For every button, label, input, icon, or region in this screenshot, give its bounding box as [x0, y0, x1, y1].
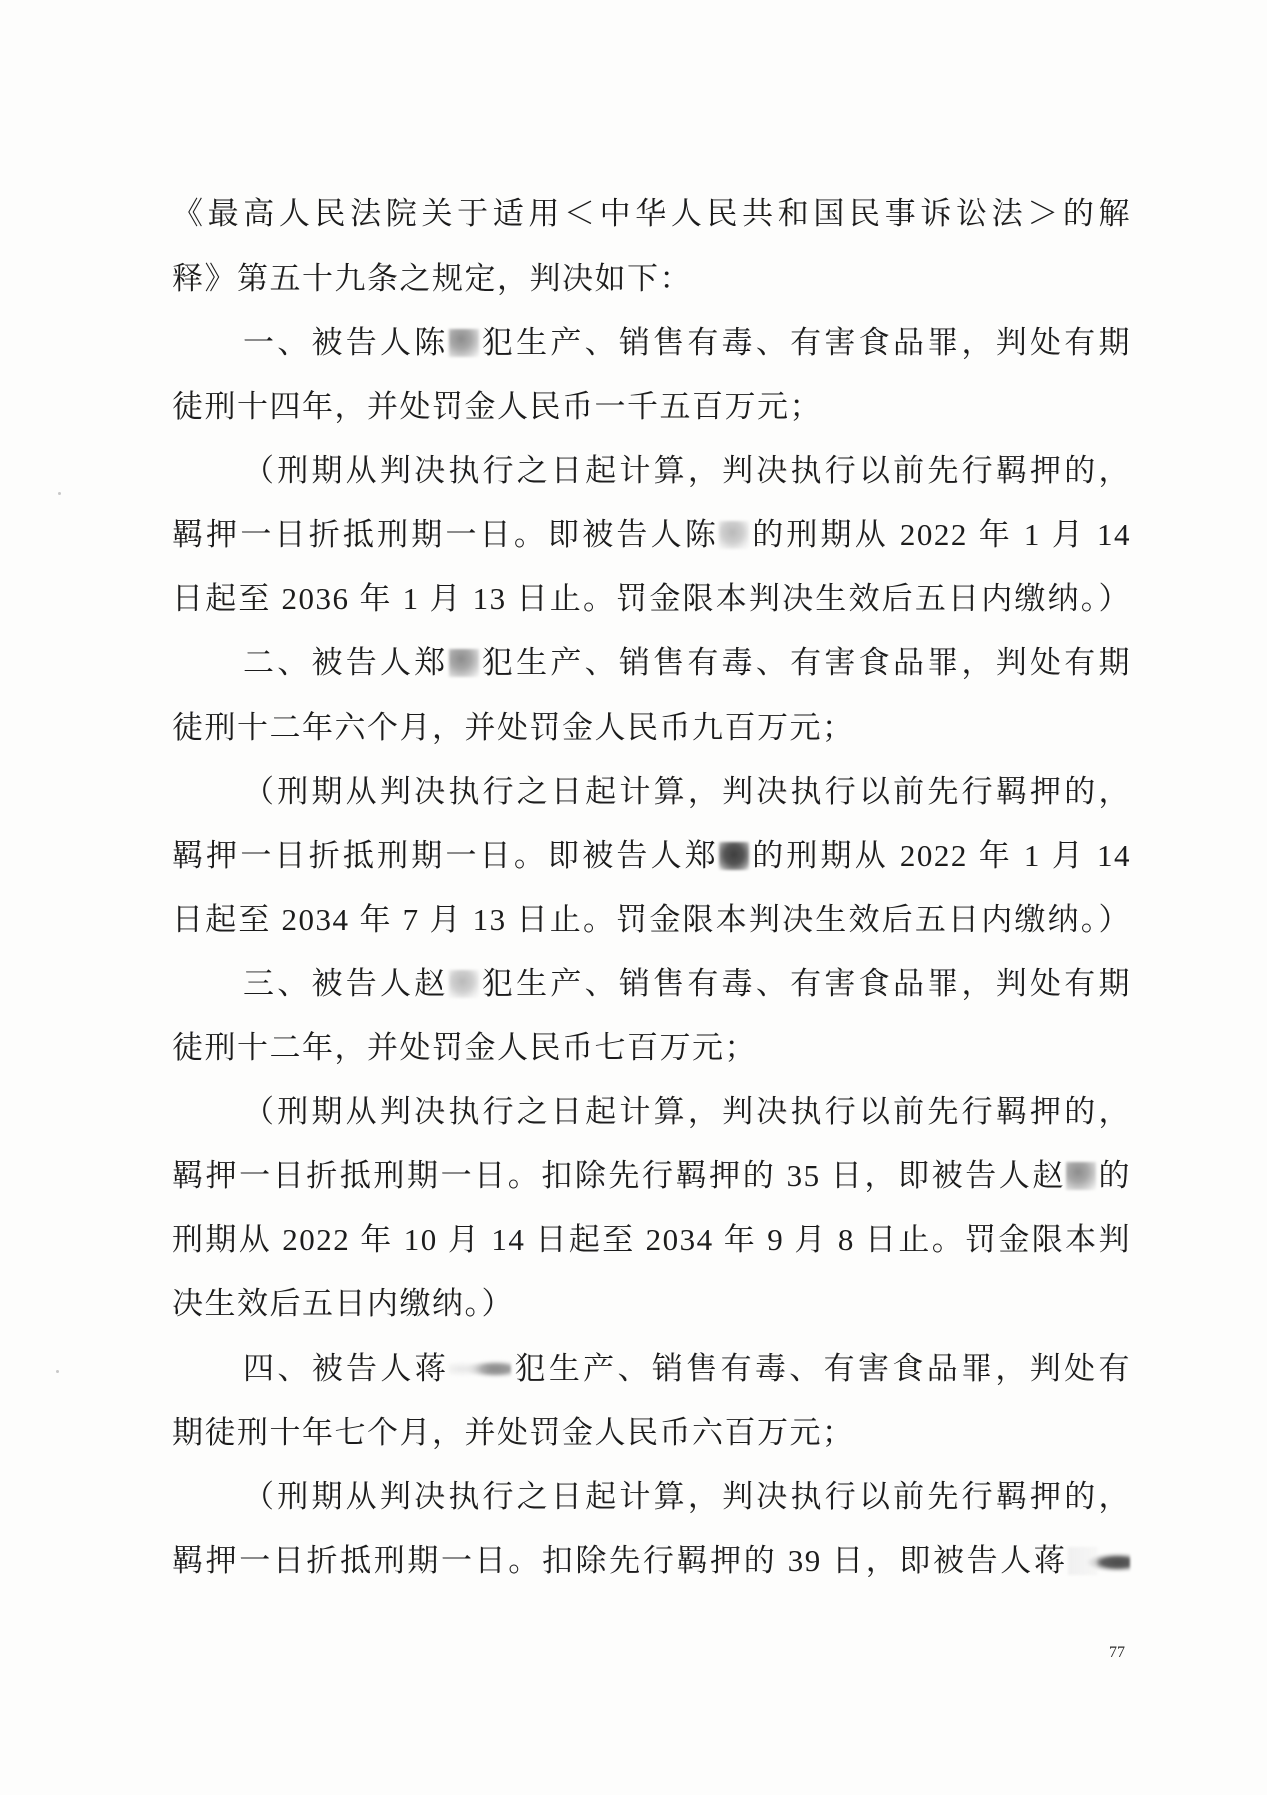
scan-speck	[56, 1370, 59, 1373]
redaction-mark	[719, 521, 749, 549]
line-text: （刑期从判决执行之日起计算，判决执行以前先行羁押的，	[243, 774, 1131, 809]
line-text: 的刑期从 2022 年 1 月 14	[750, 517, 1131, 552]
line-text: 四、被告人蒋	[243, 1351, 450, 1386]
line-text: 决生效后五日内缴纳。）	[172, 1286, 514, 1321]
redaction-mark	[449, 970, 479, 998]
text-line	[172, 387, 1131, 427]
redaction-mark	[1066, 1162, 1096, 1190]
line-text: 一、被告人陈	[243, 325, 449, 360]
redaction-mark	[449, 1355, 511, 1383]
line-text: 犯生产、销售有毒、有害食品罪，判处有期	[480, 645, 1132, 680]
line-text: 徒刑十四年，并处罚金人民币一千五百万元；	[172, 389, 822, 424]
line-text: 《最高人民法院关于适用＜中华人民共和国民事诉讼法＞的解	[172, 196, 1131, 231]
line-text: 羁押一日折抵刑期一日。即被告人陈	[172, 517, 719, 552]
redaction-mark	[1068, 1547, 1130, 1575]
line-text: 二、被告人郑	[243, 645, 449, 680]
text-line	[172, 836, 1131, 876]
text-line	[172, 1028, 1131, 1068]
line-text: 犯生产、销售有毒、有害食品罪，判处有	[512, 1351, 1131, 1386]
line-text: 三、被告人赵	[243, 966, 449, 1001]
line-text: 羁押一日折抵刑期一日。即被告人郑	[172, 838, 719, 873]
line-text: 犯生产、销售有毒、有害食品罪，判处有期	[480, 966, 1132, 1001]
scan-speck	[58, 492, 61, 495]
text-line	[243, 323, 1131, 363]
text-line	[172, 1220, 1131, 1260]
line-text: （刑期从判决执行之日起计算，判决执行以前先行羁押的，	[243, 1479, 1131, 1514]
line-text: 日起至 2034 年 7 月 13 日止。罚金限本判决生效后五日内缴纳。）	[172, 902, 1131, 937]
text-line	[243, 1477, 1131, 1517]
text-line	[243, 643, 1131, 683]
line-text: 释》第五十九条之规定，判决如下：	[172, 261, 692, 296]
text-line	[172, 1541, 1131, 1581]
line-text: 的	[1097, 1158, 1132, 1193]
line-text: 徒刑十二年，并处罚金人民币七百万元；	[172, 1030, 757, 1065]
text-line	[172, 515, 1131, 555]
text-line	[172, 900, 1131, 940]
line-text: 期徒刑十年七个月，并处罚金人民币六百万元；	[172, 1415, 855, 1450]
line-text: （刑期从判决执行之日起计算，判决执行以前先行羁押的，	[243, 1094, 1131, 1129]
text-line	[172, 579, 1131, 619]
text-line	[243, 964, 1131, 1004]
redaction-mark	[449, 649, 479, 677]
line-text: 羁押一日折抵刑期一日。扣除先行羁押的 39 日，即被告人蒋	[172, 1543, 1068, 1578]
page-number: 77	[1109, 1644, 1125, 1661]
line-text: 的刑期从 2022 年 1 月 14	[750, 838, 1131, 873]
line-text: 犯生产、销售有毒、有害食品罪，判处有期	[480, 325, 1132, 360]
text-line	[243, 451, 1131, 491]
line-text: （刑期从判决执行之日起计算，判决执行以前先行羁押的，	[243, 453, 1131, 488]
line-text: 羁押一日折抵刑期一日。扣除先行羁押的 35 日，即被告人赵	[172, 1158, 1066, 1193]
text-line	[172, 194, 1131, 234]
text-line	[172, 259, 1131, 299]
line-text: 日起至 2036 年 1 月 13 日止。罚金限本判决生效后五日内缴纳。）	[172, 581, 1131, 616]
text-line	[172, 1156, 1131, 1196]
redaction-mark	[719, 842, 749, 870]
text-line	[172, 1284, 1131, 1324]
text-line	[172, 1413, 1131, 1453]
line-text: 徒刑十二年六个月，并处罚金人民币九百万元；	[172, 710, 855, 745]
text-line	[172, 708, 1131, 748]
text-line	[243, 1092, 1131, 1132]
text-line	[243, 1349, 1131, 1389]
line-text: 刑期从 2022 年 10 月 14 日起至 2034 年 9 月 8 日止。罚金限本判	[172, 1222, 1131, 1257]
text-line	[243, 772, 1131, 812]
redaction-mark	[449, 329, 479, 357]
